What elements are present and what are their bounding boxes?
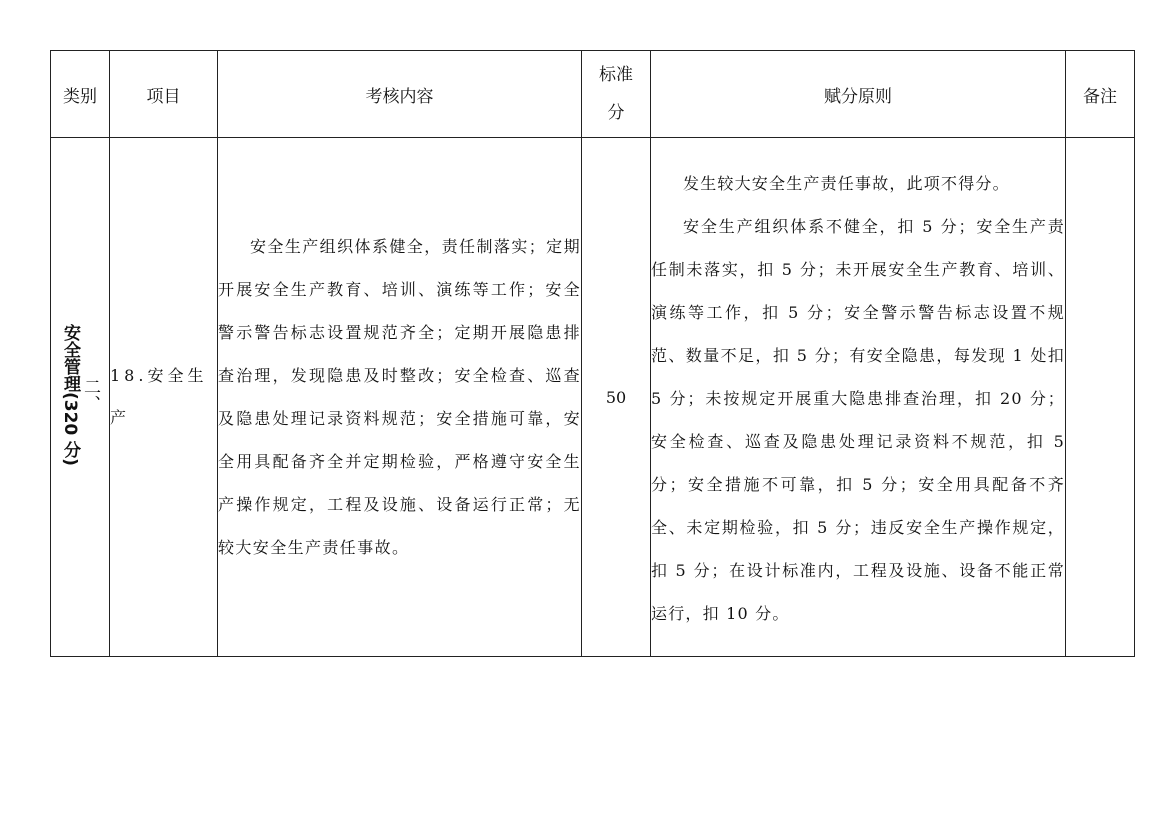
header-row [51,51,1135,138]
header-content: 考核内容 [218,51,582,138]
item-cell: 18.安全生产 [110,138,218,657]
table-row [51,138,1135,657]
category-cell [51,138,110,657]
header-category: 类别 [51,51,110,138]
remark-cell [1066,138,1135,657]
content-text: 安全生产组织体系健全，责任制落实；定期开展安全生产教育、培训、演练等工作；安全警示警告标志设置规范齐全；定期开展隐患排查治理，发现隐患及时整改；安全检查、巡查及隐患处理记录资料规范；安全措施可靠，安全用具配备齐全并定期检验，严格遵守安全生产操作规定，工程及设施、设备运行正常；无较大安全生产责任事故。 [218,237,581,557]
header-rule: 赋分原则 [651,51,1066,138]
rule-cell [651,138,1066,657]
header-standard-line2: 分 [607,103,625,123]
header-standard-score [582,51,651,138]
standard-score-cell: 50 [582,138,651,657]
category-line1: 二、 [80,377,100,412]
category-vertical-text [60,324,100,466]
header-item: 项目 [110,51,218,138]
category-line2: 安全管理(320 分) [60,324,80,466]
assessment-table [50,50,1135,657]
header-standard-line1: 标准 [599,65,633,85]
rule-paragraph-2: 安全生产组织体系不健全，扣 5 分；安全生产责任制未落实，扣 5 分；未开展安全生产教育、培训、演练等工作，扣 5 分；安全警示警告标志设置不规范、数量不足，扣 5 分；有安全隐患，每发现 1 处扣 5 分；未按规定开展重大隐患排查治理，扣 20 分；安全检查、巡查及隐患处理记录资料不规范，扣 5 分；安全措施不可靠，扣 5 分；安全用具配备不齐全、未定期检验，扣 5 分；违反安全生产操作规定，扣 5 分；在设计标准内，工程及设施、设备不能正常运行，扣 10 分。 [651,216,1065,623]
rule-paragraph-1: 发生较大安全生产责任事故，此项不得分。 [683,173,1010,193]
content-cell [218,138,582,657]
header-remark: 备注 [1066,51,1135,138]
